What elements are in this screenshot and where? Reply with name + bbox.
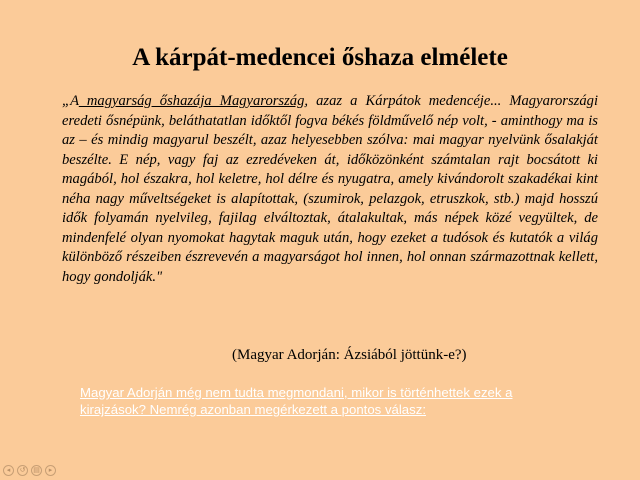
quote-underlined-phrase: magyarság őshazája Magyarország (78, 93, 305, 109)
quote-source: (Magyar Adorján: Ázsiából jöttünk-e?) (232, 347, 467, 363)
menu-icon[interactable]: ▤ (31, 465, 42, 476)
quote-open: „A (62, 93, 79, 109)
previous-slide-icon[interactable]: ◂ (3, 465, 14, 476)
next-slide-link[interactable]: Magyar Adorján még nem tudta megmondani, mikor is történhettek ezek a kirajzások? Nemrég azonban megérkezett a pontos válasz: (80, 385, 513, 417)
slide-title: A kárpát-medencei őshaza elmélete (132, 44, 508, 71)
next-slide-icon[interactable]: ▸ (45, 465, 56, 476)
back-icon[interactable]: ↺ (17, 465, 28, 476)
slideshow-nav-controls (3, 465, 56, 477)
quote-text (62, 92, 598, 287)
quote-body: , azaz a Kárpátok medencéje... Magyarországi eredeti ősnépünk, beláthatatlan időktől fogva békés földművelő nép volt, - aminthogy ma is az – és mindig magyarul beszélt, azaz helyesebben szólva: mai magyar nyelvünk ősalakját beszélte. E nép, vagy faj az ezredéveken át, időközönként számtalan rajt bocsátott ki magából, hol északra, hol keletre, hol délre és nyugatra, amely kivándorolt szakadékai kint néha nagy műveltségeket is alapítottak, (szumirok, pelazgok, etruszkok, stb.) majd hosszú idők folyamán nyelvileg, fajilag elváltoztak, átalakultak, más népek közé vegyültek, de mindenfelé olyan nyomokat hagytak maguk után, hogy ezeket a tudósok és kutatók a világ különböző részeiben észrevevén a magyarságot hol innen, hol onnan származottnak kellett, hogy gondolják." (62, 93, 598, 285)
